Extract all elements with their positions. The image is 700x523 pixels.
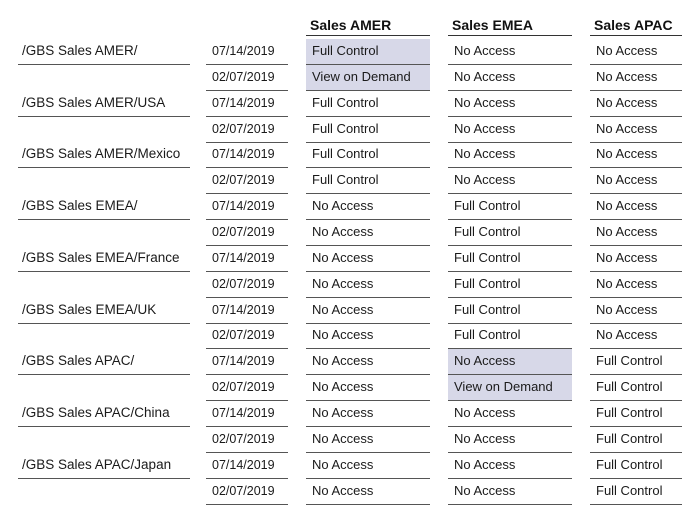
permission-amer: No Access <box>306 479 430 505</box>
permission-emea: Full Control <box>448 272 572 298</box>
snapshot-date: 07/14/2019 <box>206 401 288 427</box>
folder-path: /GBS Sales APAC/China <box>18 401 190 427</box>
folder-path: /GBS Sales APAC/ <box>18 349 190 375</box>
permission-emea: No Access <box>448 142 572 168</box>
header-sales-emea: Sales EMEA <box>448 18 572 36</box>
folder-path <box>18 272 190 298</box>
table-row <box>0 349 700 375</box>
snapshot-date: 02/07/2019 <box>206 117 288 143</box>
table-row <box>0 453 700 479</box>
folder-path: /GBS Sales EMEA/ <box>18 194 190 220</box>
permission-emea: No Access <box>448 65 572 91</box>
permission-apac: No Access <box>590 272 682 298</box>
snapshot-date: 02/07/2019 <box>206 220 288 246</box>
permission-amer: No Access <box>306 349 430 375</box>
table-row <box>0 220 700 246</box>
table-row <box>0 479 700 505</box>
folder-path: /GBS Sales EMEA/France <box>18 246 190 272</box>
permission-emea: Full Control <box>448 298 572 324</box>
permission-emea: Full Control <box>448 194 572 220</box>
snapshot-date: 07/14/2019 <box>206 453 288 479</box>
permission-apac: Full Control <box>590 479 682 505</box>
permission-amer: View on Demand <box>306 65 430 91</box>
folder-path <box>18 220 190 246</box>
permission-amer: No Access <box>306 375 430 401</box>
permission-apac: No Access <box>590 323 682 349</box>
permission-emea: No Access <box>448 91 572 117</box>
permission-amer: Full Control <box>306 142 430 168</box>
snapshot-date: 02/07/2019 <box>206 375 288 401</box>
table-row <box>0 298 700 324</box>
folder-path <box>18 479 190 505</box>
permission-amer: Full Control <box>306 39 430 65</box>
permission-apac: No Access <box>590 117 682 143</box>
permission-apac: No Access <box>590 91 682 117</box>
permission-apac: No Access <box>590 65 682 91</box>
permission-apac: No Access <box>590 194 682 220</box>
permission-amer: No Access <box>306 427 430 453</box>
folder-path <box>18 323 190 349</box>
snapshot-date: 07/14/2019 <box>206 91 288 117</box>
permission-emea: No Access <box>448 453 572 479</box>
folder-path: /GBS Sales AMER/ <box>18 39 190 65</box>
folder-path <box>18 375 190 401</box>
permission-amer: No Access <box>306 272 430 298</box>
permission-amer: No Access <box>306 298 430 324</box>
table-row <box>0 401 700 427</box>
permission-apac: Full Control <box>590 375 682 401</box>
permission-amer: Full Control <box>306 91 430 117</box>
permission-amer: No Access <box>306 220 430 246</box>
permission-amer: No Access <box>306 246 430 272</box>
permission-emea: Full Control <box>448 246 572 272</box>
permission-emea: No Access <box>448 39 572 65</box>
table-row <box>0 323 700 349</box>
table-row <box>0 246 700 272</box>
snapshot-date: 02/07/2019 <box>206 323 288 349</box>
folder-path: /GBS Sales AMER/Mexico <box>18 142 190 168</box>
snapshot-date: 02/07/2019 <box>206 272 288 298</box>
snapshot-date: 07/14/2019 <box>206 194 288 220</box>
folder-path: /GBS Sales APAC/Japan <box>18 453 190 479</box>
permission-apac: No Access <box>590 246 682 272</box>
table-row <box>0 65 700 91</box>
permission-emea: Full Control <box>448 323 572 349</box>
table-row <box>0 168 700 194</box>
permission-emea: No Access <box>448 401 572 427</box>
folder-path <box>18 427 190 453</box>
permission-emea: No Access <box>448 168 572 194</box>
permission-emea: No Access <box>448 479 572 505</box>
permission-apac: Full Control <box>590 349 682 375</box>
table-row <box>0 117 700 143</box>
table-row <box>0 142 700 168</box>
permission-emea: Full Control <box>448 220 572 246</box>
permission-emea: No Access <box>448 427 572 453</box>
snapshot-date: 02/07/2019 <box>206 168 288 194</box>
table-row <box>0 194 700 220</box>
snapshot-date: 02/07/2019 <box>206 65 288 91</box>
permission-amer: Full Control <box>306 168 430 194</box>
snapshot-date: 07/14/2019 <box>206 142 288 168</box>
permission-amer: No Access <box>306 401 430 427</box>
permission-apac: Full Control <box>590 427 682 453</box>
table-row <box>0 427 700 453</box>
permission-apac: Full Control <box>590 453 682 479</box>
folder-path: /GBS Sales AMER/USA <box>18 91 190 117</box>
permission-emea: View on Demand <box>448 375 572 401</box>
header-sales-apac: Sales APAC <box>590 18 682 36</box>
snapshot-date: 07/14/2019 <box>206 298 288 324</box>
folder-path <box>18 168 190 194</box>
permission-amer: No Access <box>306 453 430 479</box>
table-row <box>0 272 700 298</box>
permission-apac: No Access <box>590 220 682 246</box>
permission-apac: Full Control <box>590 401 682 427</box>
table-row <box>0 91 700 117</box>
folder-path <box>18 117 190 143</box>
snapshot-date: 07/14/2019 <box>206 349 288 375</box>
folder-path: /GBS Sales EMEA/UK <box>18 298 190 324</box>
permission-emea: No Access <box>448 349 572 375</box>
permission-amer: Full Control <box>306 117 430 143</box>
snapshot-date: 02/07/2019 <box>206 479 288 505</box>
permission-apac: No Access <box>590 39 682 65</box>
table-row <box>0 375 700 401</box>
snapshot-date: 07/14/2019 <box>206 39 288 65</box>
permission-apac: No Access <box>590 168 682 194</box>
permission-emea: No Access <box>448 117 572 143</box>
table-row <box>0 39 700 65</box>
snapshot-date: 02/07/2019 <box>206 427 288 453</box>
snapshot-date: 07/14/2019 <box>206 246 288 272</box>
folder-path <box>18 65 190 91</box>
permission-apac: No Access <box>590 142 682 168</box>
permission-apac: No Access <box>590 298 682 324</box>
permission-amer: No Access <box>306 323 430 349</box>
permission-amer: No Access <box>306 194 430 220</box>
header-sales-amer: Sales AMER <box>306 18 430 36</box>
